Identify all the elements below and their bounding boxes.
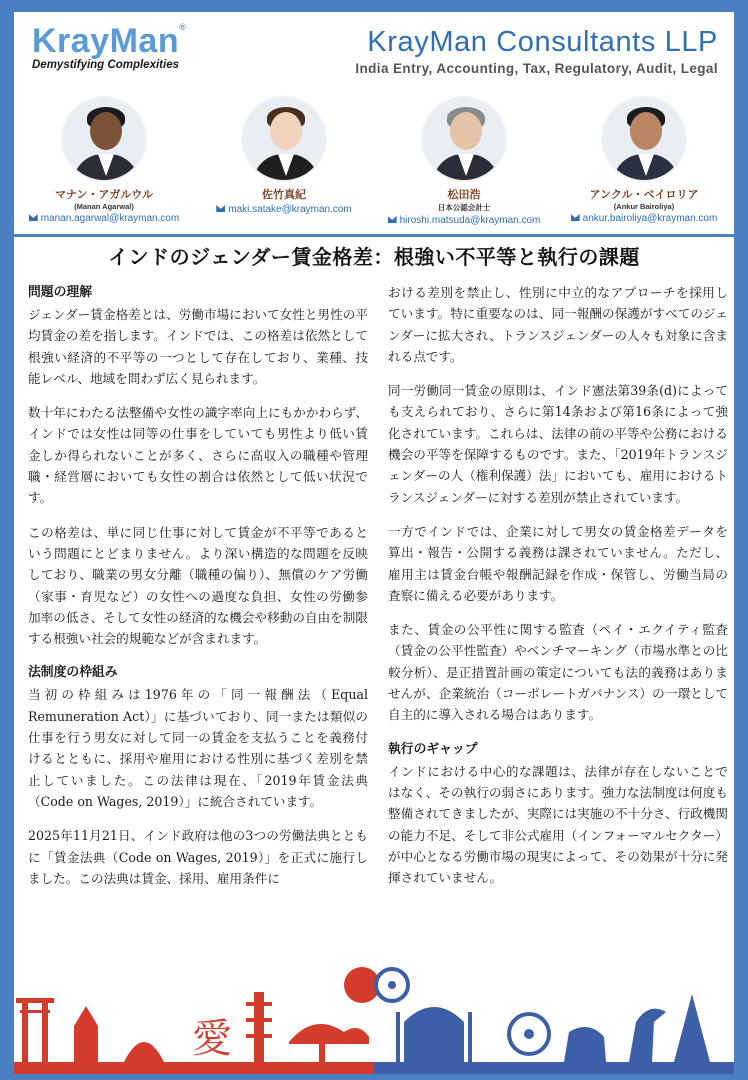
avatar-face [630,112,662,150]
footer-illustration [14,967,734,1074]
avatar-face [270,112,302,150]
mail-icon [388,216,397,223]
india-skyline-icon [374,982,734,1062]
consultant-email[interactable]: ankur.bairoliya@krayman.com [554,213,734,224]
paragraph: ジェンダー賃金格差とは、労働市場において女性と男性の平均賃金の差を指します。インドでは、この格差は依然として根強い経済的不平等の一つとして存在しており、業種、技能レベル、地域を問わず広く見られます。 [28,307,368,386]
consultant-list [14,92,734,232]
consultant-subtitle: (Ankur Bairoliya) [613,202,675,211]
avatar [61,96,147,182]
paragraph: また、賃金の公平性に関する監査（ペイ・エクイティ監査（賃金の公平性監査）やベンチマーキング（市場水準との比較分析）、是正措置計画の策定についても法的義務はありませんが、企業統治（コーポレートガバナンス）の一環として自主的に導入される場合はあります。 [388,622,728,723]
paragraph: 数十年にわたる法整備や女性の識字率向上にもかかわらず、インドでは女性は同等の仕事をしていても男性より低い賃金しか得られないことが多く、さらに高収入の職種や管理職・経営層においても女性の割合は依然として低い状況です。 [28,405,369,506]
avatar [241,96,327,182]
mail-icon [29,214,38,221]
article-body [28,282,728,962]
consultant-subtitle: (Manan Agarwal) [74,202,134,211]
paragraph: 一方でインドでは、企業に対して男女の賃金格差データを算出・報告・公開する義務は課されていません。ただし、雇用主は賃金台帳や報酬記録を作成・保管し、労働当局の査察に備える必要があります。 [388,523,728,603]
firm-block [355,26,718,76]
section-heading: 法制度の枠組み [28,665,118,681]
consultant-card [554,92,734,232]
consultant-email[interactable]: hiroshi.matsuda@krayman.com [374,215,554,226]
logo [32,22,186,71]
logo-tagline: Demystifying Complexities [32,59,179,71]
avatar-face [450,112,482,150]
newsletter-page [14,12,734,1074]
mail-icon [571,214,580,221]
paragraph: おける差別を禁止し、性別に中立的なアプローチを採用しています。特に重要なのは、同一報酬の保護がすべてのジェンダーに拡大され、トランスジェンダーの人々も対象に含まれる点です。 [388,285,728,364]
article-column-right [388,282,728,962]
consultant-name: マナン・アガルウル [54,189,153,201]
header [14,12,734,90]
consultant-name: アンクル・ベイロリア [589,189,699,201]
consultant-name: 松田浩 [447,189,481,201]
svg-text:愛: 愛 [192,1016,232,1062]
paragraph: 2025年11月21日、インド政府は他の3つの労働法典とともに「賃金法典（Code on Wages, 2019）」を正式に施行しました。この法典は賃金、採用、雇用条件に [28,828,368,886]
paragraph: 当初の枠組みは1976年の「同一報酬法（Equal Remuneration Act）」に基づいており、同一または類似の仕事を行う男女に対して同一の賃金を支払うことを義務付けるとともに、採用や雇用における性別に基づく差別を禁止していました。この法律は現在、「2019年賃金法典（Code on Wages, 2019）」に統合されています。 [28,687,368,809]
japan-skyline-icon [14,982,374,1062]
logo-wordmark: KrayMan® [32,22,187,60]
footer-ground-india [374,1062,734,1074]
section-heading: 問題の理解 [28,285,92,300]
consultant-card [194,92,374,232]
consultant-email[interactable]: manan.agarwal@krayman.com [14,213,194,224]
paragraph: この格差は、単に同じ仕事に対して賃金が不平等であるという問題にとどまりません。より深い構造的な問題を反映しており、職業の男女分離（職種の偏り）、無償のケア労働（家事・育児など）の女性への過度な負担、女性の労働参加率の低さ、そして女性の経済的な機会や移動の自由を制限する根強い社会的規範などが含まれます。 [28,524,368,647]
avatar-face [90,112,122,150]
consultant-card [14,92,194,232]
consultant-name: 佐竹真紀 [262,189,306,201]
firm-name: KrayMan Consultants LLP [367,26,718,58]
consultant-card [374,92,554,232]
article-title: インドのジェンダー賃金格差：根強い不平等と執行の課題 [108,245,640,269]
section-heading: 執行のギャップ [388,741,478,757]
avatar [601,96,687,182]
article-title-bar [14,234,734,280]
consultant-email[interactable]: maki.satake@krayman.com [194,204,374,215]
consultant-subtitle: 日本公認会計士 [437,203,491,212]
paragraph: 同一労働同一賃金の原則は、インド憲法第39条(d)によっても支えられており、さらに第14条および第16条によって強化されています。これらは、法律の前の平等や公務における機会の平等を保障するものです。また、「2019年トランスジェンダーの人（権利保護）法」においても、雇用におけるトランスジェンダーに対する差別が禁止されています。 [388,383,728,505]
firm-services: India Entry, Accounting, Tax, Regulatory, Audit, Legal [355,61,718,76]
article-column-left [28,282,368,962]
avatar [421,96,507,182]
mail-icon [216,205,225,212]
paragraph: インドにおける中心的な課題は、法律が存在しないことではなく、その執行の弱さにあります。強力な法制度は何度も整備されてきましたが、実際には実施の不十分さ、行政機関の能力不足、そして非公式雇用（インフォーマルセクター）が中心となる労働市場の現実によって、その効果が十分に発揮されていません。 [388,763,728,886]
